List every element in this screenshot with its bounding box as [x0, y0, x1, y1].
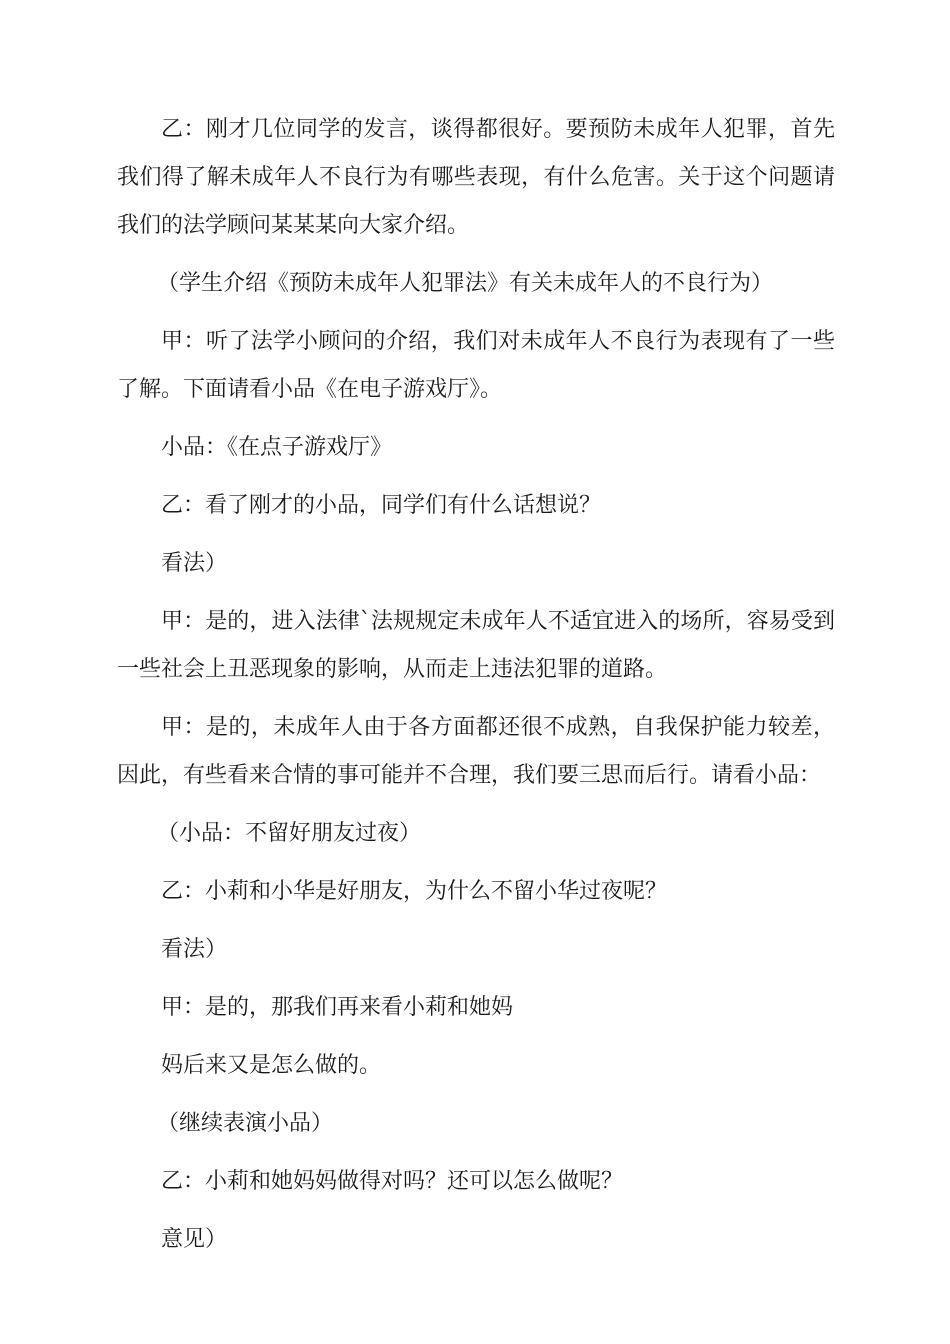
paragraph: 甲：是的，那我们再来看小莉和她妈 [161, 995, 514, 1020]
paragraph: （学生介绍《预防未成年人犯罪法》有关未成年人的不良行为） [157, 271, 774, 296]
paragraph: 甲：是的，未成年人由于各方面都还很不成熟，自我保护能力较差，因此，有些看来合情的事可能并不合理，我们要三思而后行。请看小品： [117, 715, 835, 788]
paragraph: 小品：《在点子游戏厅》 [161, 435, 393, 460]
paragraph: 乙：小莉和小华是好朋友，为什么不留小华过夜呢？ [161, 879, 668, 904]
paragraph: 乙：小莉和她妈妈做得对吗？还可以怎么做呢？ [161, 1169, 624, 1194]
paragraph: 甲：听了法学小顾问的介绍，我们对未成年人不良行为表现有了一些了解。下面请看小品《在电子游戏厅》。 [117, 329, 835, 402]
paragraph: 妈后来又是怎么做的。 [161, 1053, 382, 1078]
document-body [117, 106, 835, 1274]
paragraph: 意见） [161, 1227, 228, 1252]
paragraph: 看法） [161, 937, 228, 962]
paragraph: （继续表演小品） [157, 1111, 334, 1136]
paragraph: 乙：刚才几位同学的发言，谈得都很好。要预防未成年人犯罪，首先我们得了解未成年人不良行为有哪些表现，有什么危害。关于这个问题请我们的法学顾问某某某向大家介绍。 [117, 117, 835, 238]
paragraph: 乙：看了刚才的小品，同学们有什么话想说？ [161, 493, 602, 518]
paragraph: 甲：是的，进入法律`法规规定未成年人不适宜进入的场所，容易受到一些社会上丑恶现象的影响，从而走上违法犯罪的道路。 [117, 609, 835, 682]
paragraph: 看法） [161, 551, 228, 576]
paragraph: （小品：不留好朋友过夜） [157, 821, 422, 846]
